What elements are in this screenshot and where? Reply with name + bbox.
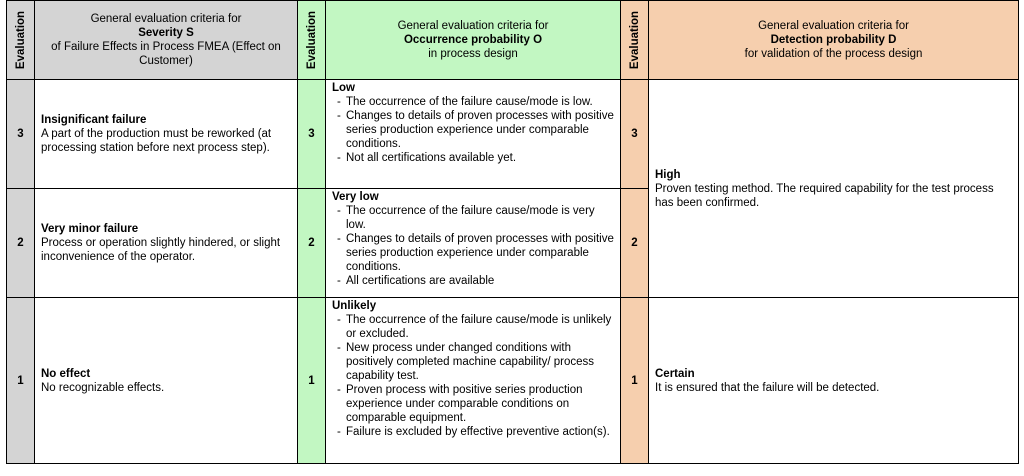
occurrence-criteria-header: General evaluation criteria for Occurrence probability O in process design (326, 1, 621, 80)
list-item: - The occurrence of the failure cause/mode is unlikely or excluded. (332, 313, 614, 341)
severity-score: 2 (7, 189, 35, 298)
list-item: - Proven process with positive series production experience under comparable conditions on comparable equipment. (332, 383, 614, 425)
occurrence-score: 2 (298, 189, 326, 298)
occurrence-score: 3 (298, 80, 326, 189)
detection-score: 1 (621, 298, 649, 464)
list-item: - The occurrence of the failure cause/mode is very low. (332, 204, 614, 232)
occurrence-bullet-list (332, 95, 614, 165)
severity-criteria-header: General evaluation criteria for Severity S of Failure Effects in Process FMEA (Effect on Customer) (35, 1, 298, 80)
list-item: - New process under changed conditions with positively completed machine capability/ process capability test. (332, 341, 614, 383)
occurrence-criteria-cell: Low - The occurrence of the failure cause/mode is low. - Changes to details of proven processes with positive series production experience under comparable conditions. - Not all certifications available yet. (326, 80, 621, 189)
occurrence-bullet-list (332, 313, 614, 439)
header-row (7, 1, 1019, 80)
list-item: - Not all certifications available yet. (332, 151, 614, 165)
severity-criteria-cell: Very minor failure Process or operation slightly hindered, or slight inconvenience of the operator. (35, 189, 298, 298)
detection-criteria-header: General evaluation criteria for Detection probability D for validation of the process design (649, 1, 1019, 80)
occurrence-criteria-cell: Unlikely - The occurrence of the failure cause/mode is unlikely or excluded. - New process under changed conditions with positively completed machine capability/ process capability test. - Proven process with positive series production experience under comparable conditions on comparable equipment. - Failure is excluded by effective preventive action(s). (326, 298, 621, 464)
severity-score: 3 (7, 80, 35, 189)
occurrence-criteria-cell: Very low - The occurrence of the failure cause/mode is very low. - Changes to details of proven processes with positive series production experience under comparable conditions. - All certifications are available (326, 189, 621, 298)
fmea-evaluation-table (6, 0, 1019, 464)
occurrence-bullet-list (332, 204, 614, 288)
occurrence-score: 1 (298, 298, 326, 464)
list-item: - All certifications are available (332, 274, 614, 288)
list-item: - Changes to details of proven processes with positive series production experience under comparable conditions. (332, 109, 614, 151)
detection-score: 2 (621, 189, 649, 298)
detection-score: 3 (621, 80, 649, 189)
severity-criteria-cell: Insignificant failure A part of the production must be reworked (at processing station before next process step). (35, 80, 298, 189)
occurrence-evaluation-header: Evaluation (298, 1, 326, 80)
severity-evaluation-header: Evaluation (7, 1, 35, 80)
list-item: - Changes to details of proven processes with positive series production experience under comparable conditions. (332, 232, 614, 274)
detection-criteria-cell: High Proven testing method. The required capability for the test process has been confirmed. (649, 80, 1019, 298)
list-item: - Failure is excluded by effective preventive action(s). (332, 425, 614, 439)
severity-criteria-cell: No effect No recognizable effects. (35, 298, 298, 464)
severity-score: 1 (7, 298, 35, 464)
table-row (7, 298, 1019, 464)
table-row (7, 80, 1019, 189)
detection-evaluation-header: Evaluation (621, 1, 649, 80)
detection-criteria-cell: Certain It is ensured that the failure will be detected. (649, 298, 1019, 464)
list-item: - The occurrence of the failure cause/mode is low. (332, 95, 614, 109)
